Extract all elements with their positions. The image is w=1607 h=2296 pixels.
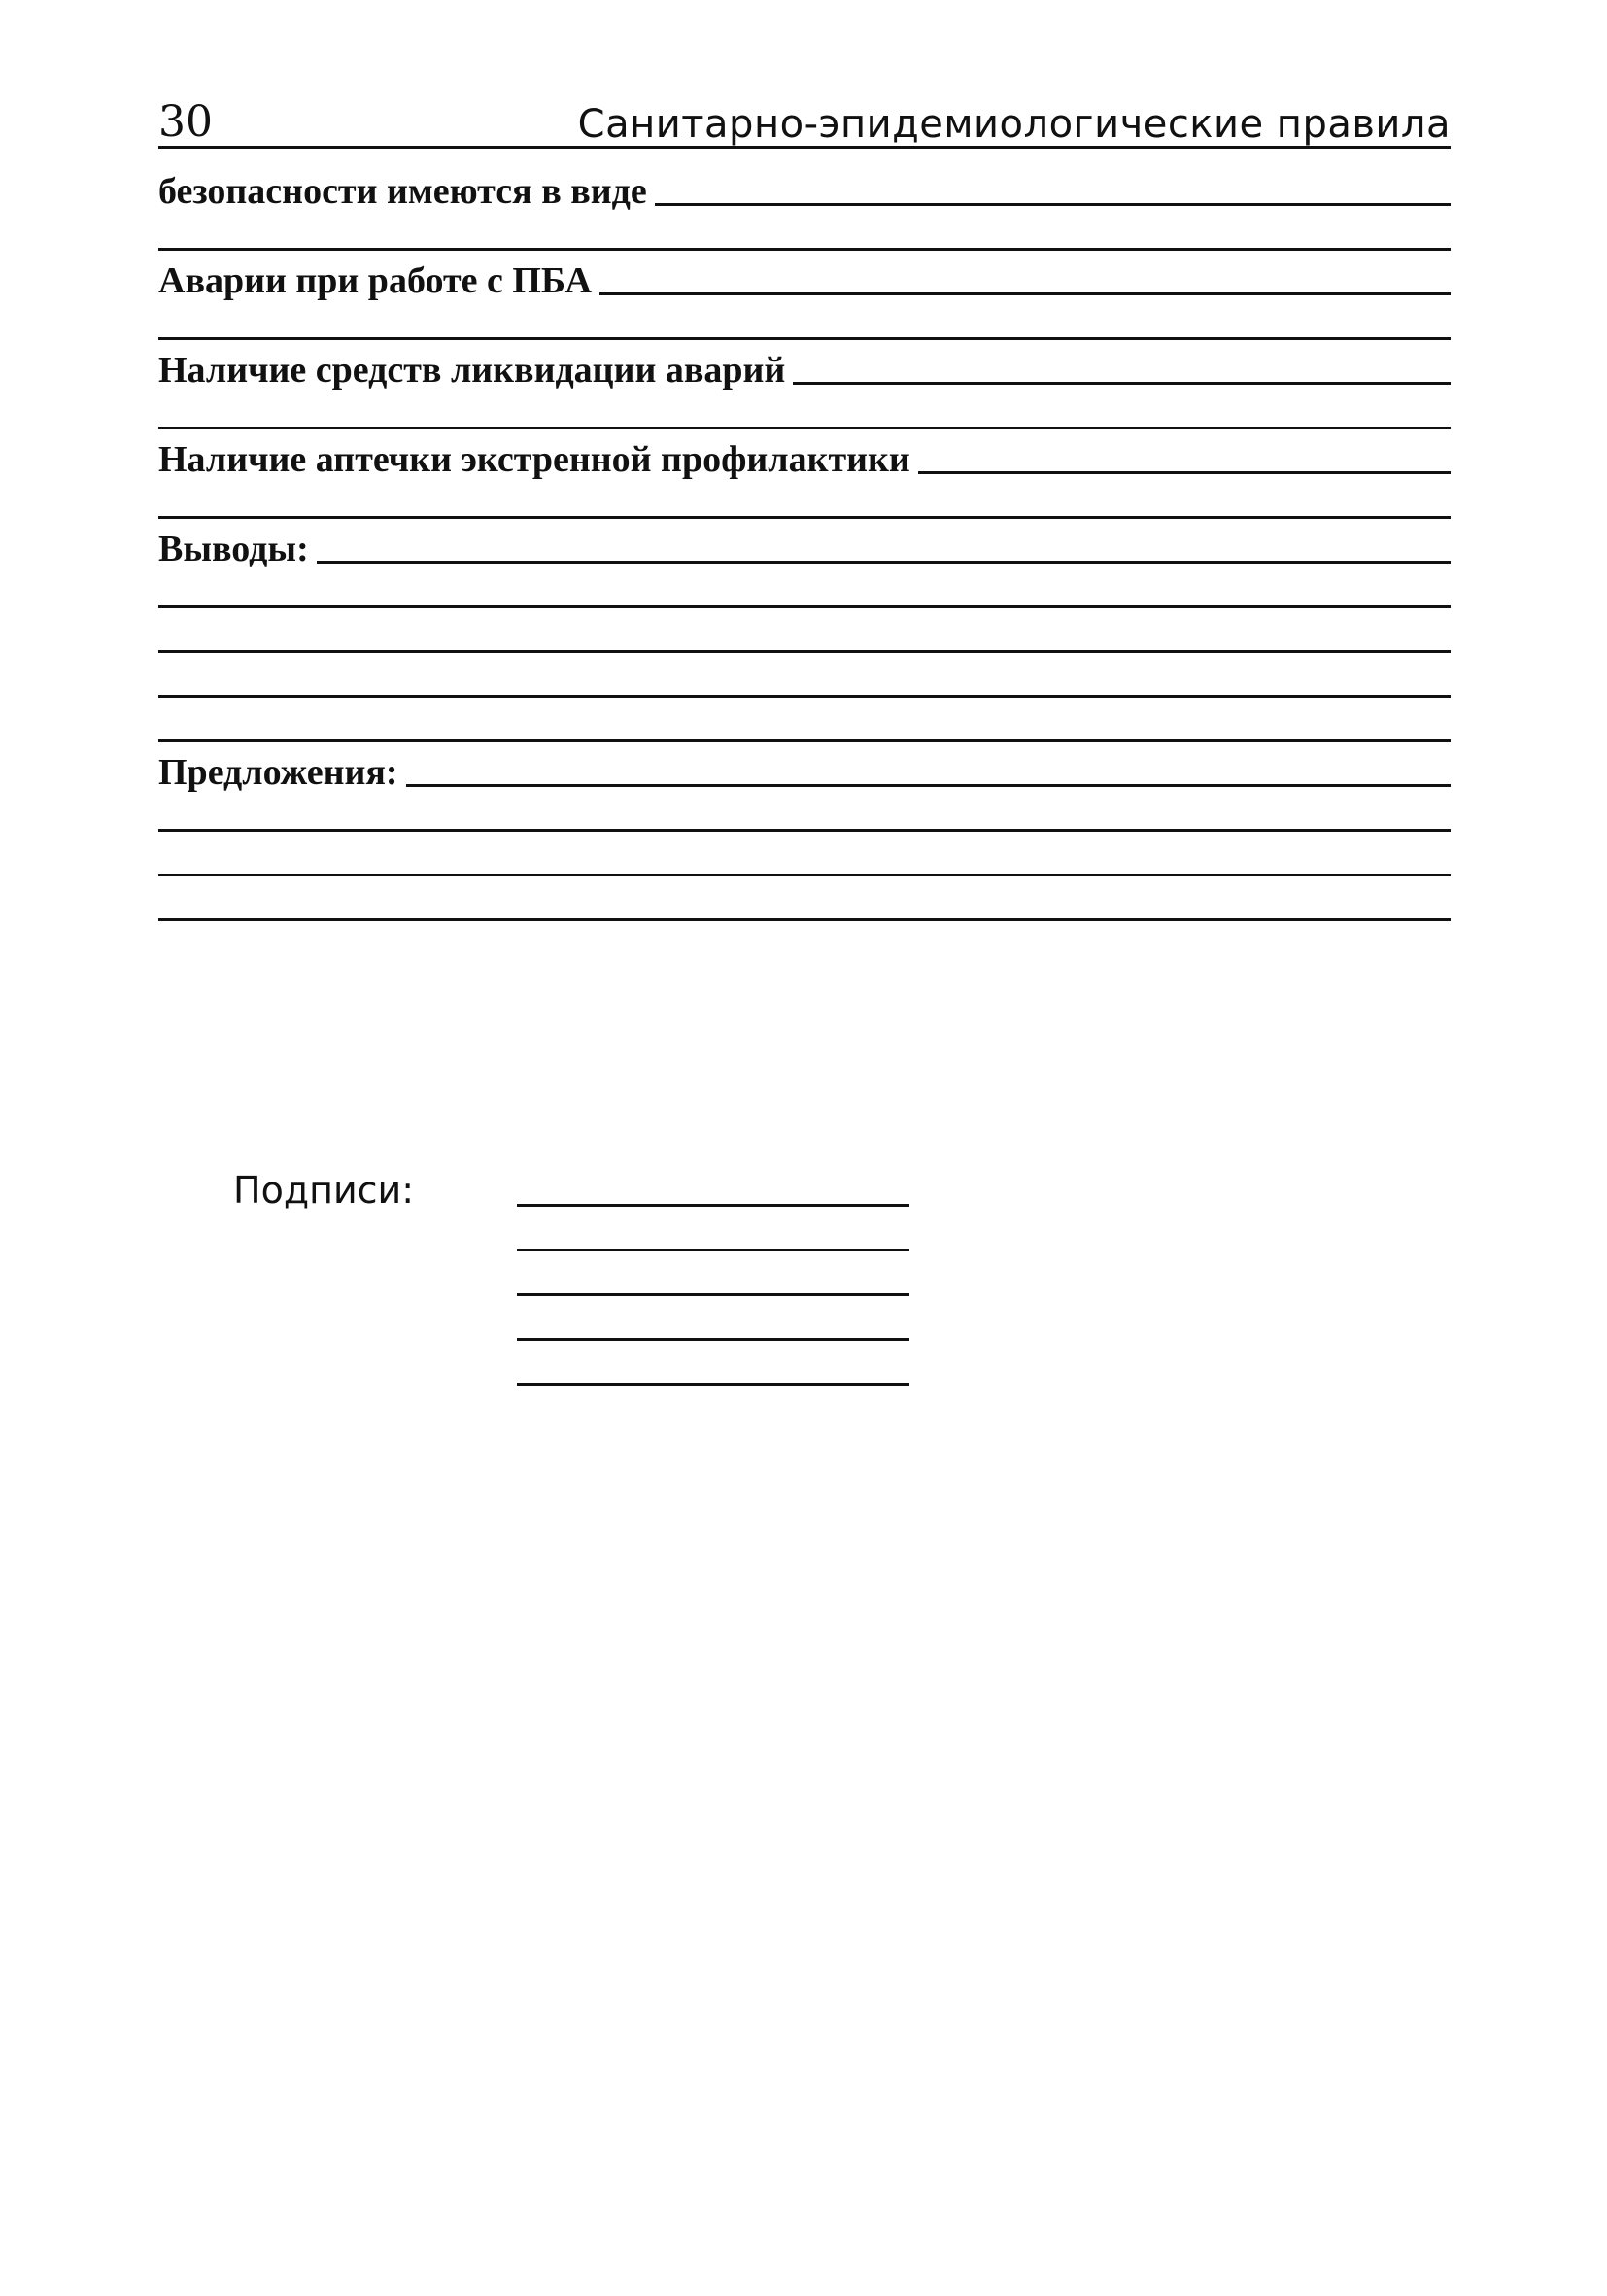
fill-in-line[interactable]	[793, 382, 1451, 385]
fill-in-line[interactable]	[918, 471, 1451, 474]
signature-line[interactable]	[517, 1383, 909, 1427]
running-title: Санитарно-эпидемиологические правила	[577, 102, 1451, 147]
blank-fill-line[interactable]	[158, 210, 1451, 255]
form-row	[158, 746, 1451, 791]
fill-in-line[interactable]	[655, 203, 1451, 206]
signature-line[interactable]	[517, 1338, 909, 1383]
blank-fill-line[interactable]	[158, 702, 1451, 746]
fill-in-line[interactable]	[599, 292, 1451, 295]
form-row	[158, 433, 1451, 478]
signature-lines	[517, 1204, 909, 1427]
form-row	[158, 523, 1451, 567]
form-field-label: Предложения:	[158, 752, 398, 793]
form-row	[158, 255, 1451, 299]
form-field-label: Аварии при работе с ПБА	[158, 260, 592, 301]
blank-fill-line[interactable]	[158, 791, 1451, 836]
form-row	[158, 165, 1451, 210]
blank-fill-line[interactable]	[158, 389, 1451, 433]
blank-fill-line[interactable]	[158, 657, 1451, 702]
page-header	[158, 89, 1451, 149]
signature-line[interactable]	[517, 1293, 909, 1338]
blank-fill-line[interactable]	[158, 836, 1451, 880]
inspection-form	[158, 165, 1451, 925]
fill-in-line[interactable]	[406, 784, 1451, 787]
blank-fill-line[interactable]	[158, 567, 1451, 612]
blank-fill-line[interactable]	[158, 478, 1451, 523]
signature-line[interactable]	[517, 1249, 909, 1293]
form-row	[158, 344, 1451, 389]
form-field-label: Наличие аптечки экстренной профилактики	[158, 439, 910, 480]
form-field-label: безопасности имеются в виде	[158, 171, 647, 212]
blank-fill-line[interactable]	[158, 299, 1451, 344]
fill-in-line[interactable]	[317, 561, 1451, 564]
signatures-label: Подписи:	[233, 1169, 415, 1212]
form-field-label: Наличие средств ликвидации аварий	[158, 350, 786, 391]
blank-fill-line[interactable]	[158, 612, 1451, 657]
page-number: 30	[158, 97, 213, 147]
signature-line[interactable]	[517, 1204, 909, 1249]
blank-fill-line[interactable]	[158, 880, 1451, 925]
form-field-label: Выводы:	[158, 529, 309, 569]
